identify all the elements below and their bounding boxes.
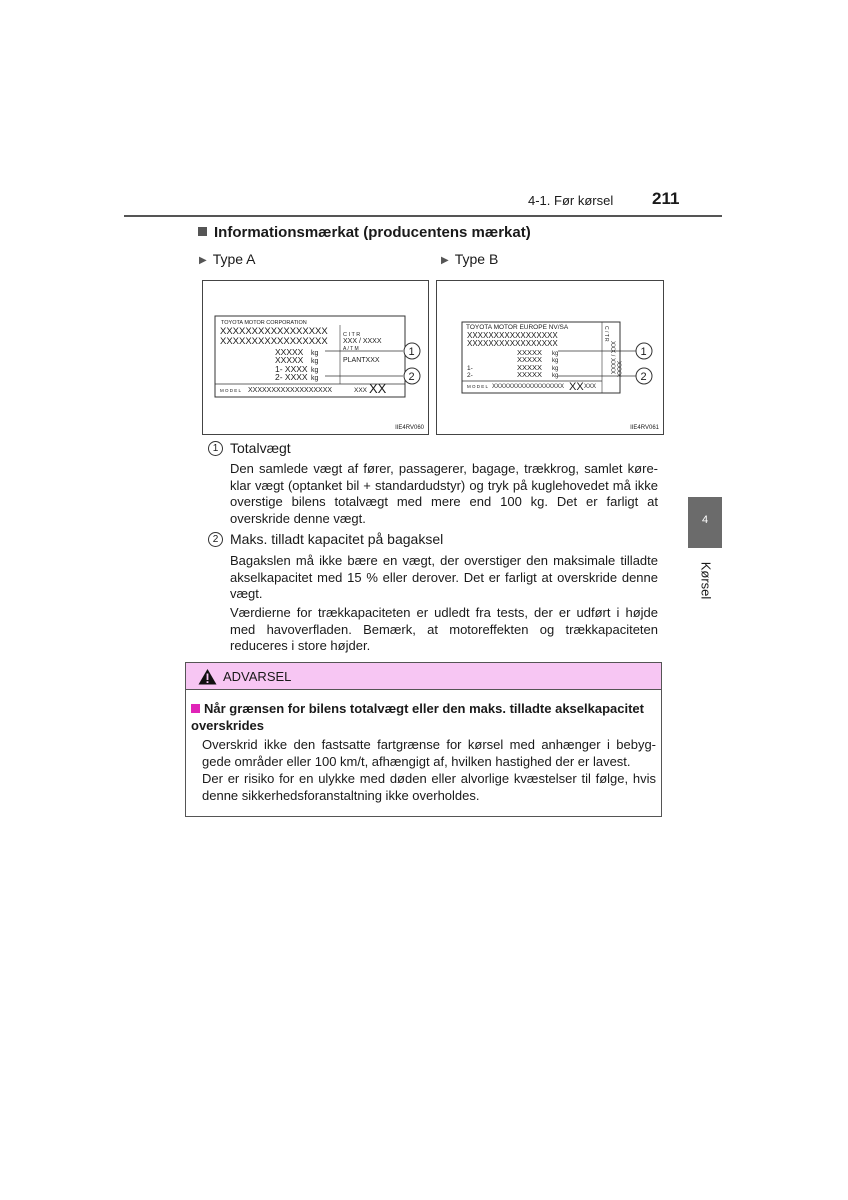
svg-text:kg: kg — [552, 358, 559, 364]
svg-text:1: 1 — [408, 346, 415, 358]
svg-text:2: 2 — [408, 371, 415, 383]
svg-text:kg: kg — [311, 350, 319, 357]
section-heading — [198, 224, 531, 241]
svg-text:XXXXX: XXXXX — [517, 355, 543, 364]
label-figure-type-a — [202, 280, 429, 435]
svg-text:XXXXX: XXXXX — [275, 347, 304, 357]
item-2-paragraph-2: Værdierne for trækkapaciteten er udledt fra tests, der er udført i højde med havoverfladen. Bemærk, at motoreffekten og trækkapaciteten reduceres i store højder. — [230, 605, 658, 654]
chapter-title: Kørsel — [698, 561, 714, 600]
svg-text:XXXXX: XXXXX — [275, 355, 304, 365]
svg-text:XXXXX: XXXXX — [517, 370, 543, 379]
svg-text:XXXX: XXXX — [615, 361, 621, 378]
svg-text:XXXXXXXXXXXXXXXXXX: XXXXXXXXXXXXXXXXXX — [492, 384, 565, 390]
svg-text:XXX / XXXX: XXX / XXXX — [609, 341, 615, 375]
warning-paragraph-2: Der er risiko for en ulykke med døden eller alvorlige kvæstelser til følge, hvis denne sikkerhedsforanstaltning ikke overholdes. — [202, 771, 656, 803]
warning-paragraph-1: Overskrid ikke den fastsatte fartgrænse for kørsel med anhænger i bebyg-gede områder eller 100 km/t, afhængigt af, hvilken hastighed der er lavest. — [202, 737, 656, 769]
svg-text:XXXXX: XXXXX — [517, 363, 543, 372]
type-b-text: Type B — [454, 251, 499, 267]
svg-text:XXXXXXXXXXXXXXXXX: XXXXXXXXXXXXXXXXX — [220, 326, 328, 337]
svg-text:XXX / XXXX: XXX / XXXX — [343, 338, 382, 345]
section-breadcrumb: 4-1. Før kørsel — [528, 193, 614, 208]
svg-text:2: 2 — [640, 371, 647, 383]
svg-text:XX: XX — [569, 381, 584, 393]
svg-text:kg: kg — [311, 358, 319, 365]
item-heading-2 — [208, 531, 443, 547]
label-figure-type-b — [436, 280, 664, 435]
svg-text:2- XXXX: 2- XXXX — [275, 372, 308, 382]
svg-text:XX: XX — [369, 381, 387, 396]
warning-title-bar — [186, 663, 661, 690]
svg-text:1-: 1- — [467, 365, 473, 372]
svg-text:kg: kg — [552, 351, 559, 357]
svg-text:TOYOTA MOTOR CORPORATION: TOYOTA MOTOR CORPORATION — [221, 320, 307, 326]
svg-text:kg: kg — [311, 367, 319, 374]
svg-text:2-: 2- — [467, 372, 473, 379]
warning-heading-text: Når grænsen for bilens totalvægt eller den maks. tilladte akselkapacitet overskrides — [191, 701, 644, 733]
svg-text:XXXXXXXXXXXXXXXXX: XXXXXXXXXXXXXXXXX — [220, 336, 328, 347]
svg-text:1- XXXX: 1- XXXX — [275, 364, 308, 374]
square-bullet-icon — [198, 227, 207, 236]
vehicle-plate-type-a — [203, 281, 428, 434]
item-title: Totalvægt — [230, 440, 291, 456]
warning-box — [185, 662, 662, 817]
svg-text:XXX: XXX — [354, 387, 368, 394]
svg-text:XXXXXXXXXXXXXXXXX: XXXXXXXXXXXXXXXXX — [467, 331, 558, 340]
warning-triangle-icon — [198, 668, 217, 685]
triangle-right-icon: ▶ — [199, 255, 207, 266]
svg-text:XXXXXXXXXXXXXXXXX: XXXXXXXXXXXXXXXXX — [467, 339, 558, 348]
warning-title: ADVARSEL — [223, 668, 292, 684]
vehicle-plate-type-b — [437, 281, 663, 434]
page-number: 211 — [652, 189, 680, 208]
svg-text:M O D E L: M O D E L — [467, 384, 489, 389]
svg-text:XXX: XXX — [584, 384, 597, 390]
svg-text:PLANTXXX: PLANTXXX — [343, 357, 380, 364]
type-a-text: Type A — [212, 251, 256, 267]
section-title: Informationsmærkat (producentens mærkat) — [214, 224, 531, 241]
svg-text:M O D E L: M O D E L — [220, 388, 242, 393]
magenta-square-bullet-icon — [191, 704, 200, 713]
chapter-number: 4 — [701, 514, 709, 526]
svg-text:1: 1 — [640, 346, 647, 358]
item-2-paragraph-1: Bagakslen må ikke bære en vægt, der overstiger den maksimale tilladte akselkapacitet med 15 % eller derover. Det er farligt at overskride denne vægt. — [230, 553, 658, 602]
item-1-paragraph: Den samlede vægt af fører, passagerer, bagage, trækkrog, samlet køre-klar vægt (optanket bil + standardudstyr) og tryk på kuglehovedet må ikke overstige bilens totalvægt med mere end 100 kg. Det er farligt at overskride denne vægt. — [230, 461, 658, 526]
item-heading-1 — [208, 440, 291, 456]
figure-code: IIE4RV060 — [395, 425, 424, 431]
chapter-tab[interactable] — [688, 497, 722, 548]
svg-text:C I T R: C I T R — [343, 332, 361, 338]
svg-text:kg: kg — [311, 375, 319, 382]
figure-code: IIE4RV061 — [630, 425, 659, 431]
circled-number-1-icon: 1 — [208, 441, 223, 456]
type-b-label — [441, 251, 498, 267]
svg-text:A / T M: A / T M — [343, 346, 359, 352]
svg-text:TOYOTA MOTOR EUROPE NV/SA: TOYOTA MOTOR EUROPE NV/SA — [466, 324, 569, 331]
header-divider — [124, 215, 722, 217]
warning-heading — [191, 701, 659, 734]
svg-text:XXXXX: XXXXX — [517, 348, 543, 357]
circled-number-2-icon: 2 — [208, 532, 223, 547]
item-title: Maks. tilladt kapacitet på bagaksel — [230, 531, 444, 547]
svg-text:kg: kg — [552, 373, 559, 379]
type-a-label — [199, 251, 256, 267]
svg-text:C / T R: C / T R — [603, 326, 609, 342]
svg-text:XXXXXXXXXXXXXXXXXX: XXXXXXXXXXXXXXXXXX — [248, 387, 333, 394]
svg-text:kg: kg — [552, 366, 559, 372]
triangle-right-icon: ▶ — [441, 255, 449, 266]
